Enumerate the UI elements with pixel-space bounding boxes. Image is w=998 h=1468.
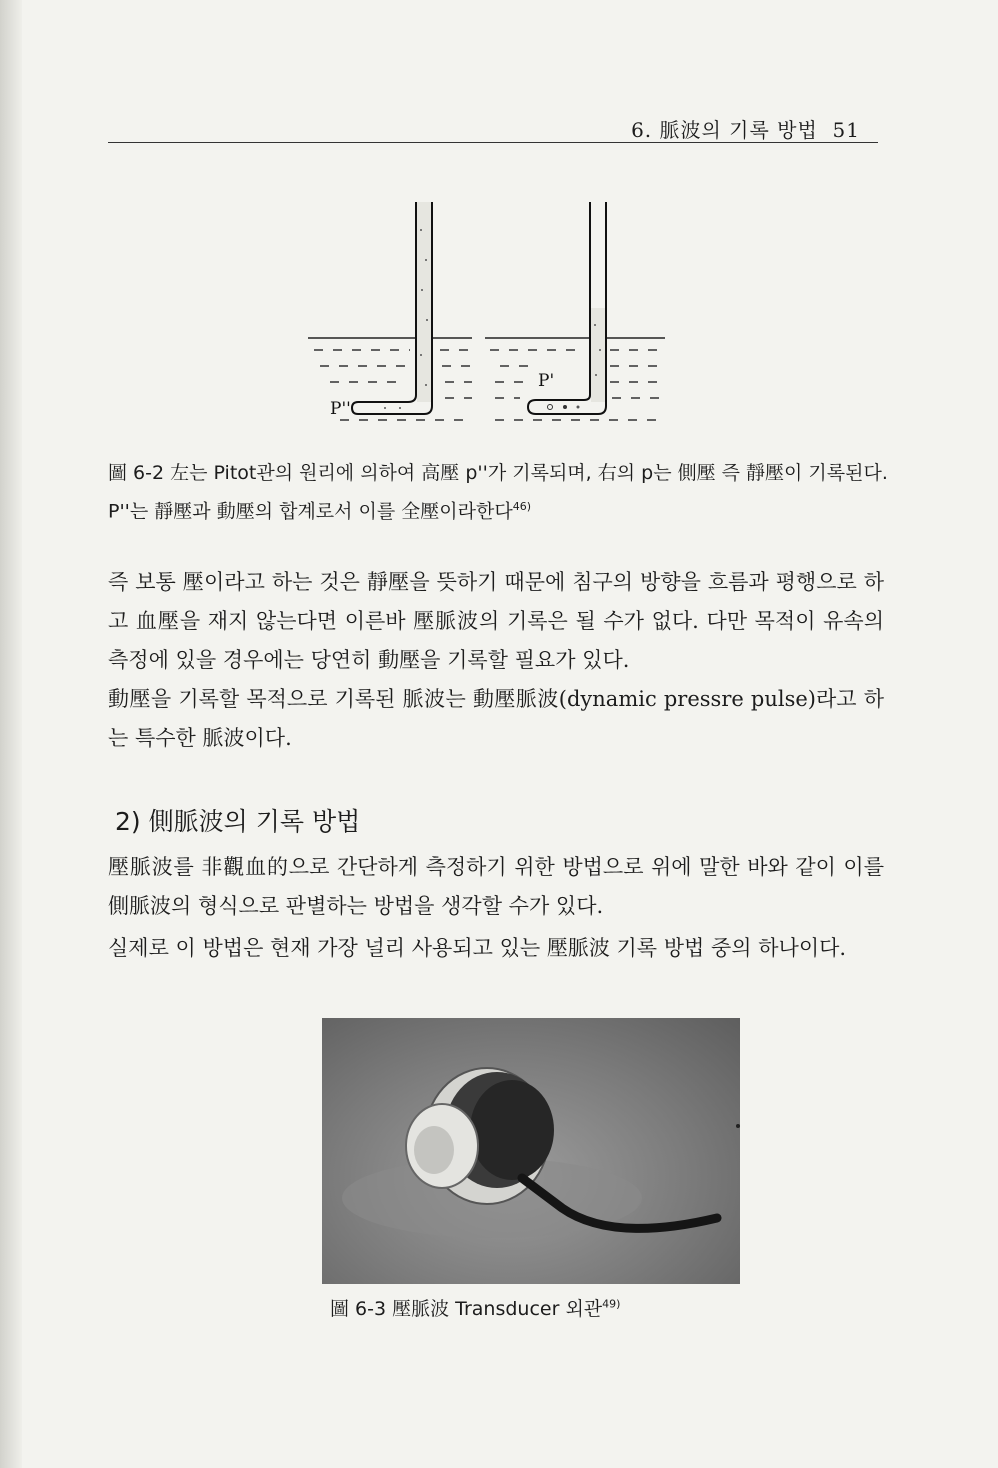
right-pressure-label: P' — [538, 371, 555, 391]
left-pressure-label: P'' — [330, 399, 351, 419]
transducer-photo — [322, 1018, 740, 1284]
figure-6-3-caption-text: 圖 6-3 壓脈波 Transducer 외관 — [330, 1298, 603, 1320]
header-text — [631, 114, 860, 143]
left-tube-fluid — [417, 202, 431, 402]
transducer-illustration — [322, 1018, 740, 1284]
print-speck — [736, 1124, 740, 1128]
right-tube-fluid — [591, 308, 605, 402]
pitot-tube-diagram — [300, 190, 680, 440]
paragraph-noninvasive-method: 壓脈波를 非觀血的으로 간단하게 측정하기 위한 방법으로 위에 말한 바와 같이 이를 側脈波의 형식으로 판별하는 방법을 생각할 수가 있다. — [108, 855, 884, 918]
paragraph-dynamic-pulse: 動壓을 기록할 목적으로 기록된 脈波는 動壓脈波(dynamic pressre pulse)라고 하는 특수한 脈波이다. — [108, 687, 884, 750]
page-binding-edge — [0, 0, 22, 1468]
page-number: 51 — [832, 118, 860, 142]
water-dashes — [314, 350, 665, 420]
figure-6-3-reference: 49) — [602, 1297, 621, 1311]
figure-6-3-caption — [330, 1294, 750, 1321]
paragraph-static-pressure: 즉 보통 壓이라고 하는 것은 靜壓을 뜻하기 때문에 침구의 방향을 흐름과 평행으로 하고 血壓을 재지 않는다면 이른바 壓脈波의 기록은 될 수가 없다. 다만 목적이 유속의 측정에 있을 경우에는 당연히 動壓을 기록할 필요가 있다. — [108, 570, 884, 672]
running-header — [108, 108, 878, 143]
section-heading: 2) 側脈波의 기록 방법 — [115, 807, 361, 836]
figure-6-2-caption-text: 圖 6-2 左는 Pitot관의 원리에 의하여 高壓 p''가 기록되며, 右의 p는 側壓 즉 靜壓이 기록된다. P''는 靜壓과 動壓의 합계로서 이를 全壓이라한다 — [108, 462, 888, 523]
figure-6-2-caption — [108, 456, 888, 528]
figure-6-2-reference: 46) — [512, 500, 532, 513]
paragraph-common-method: 실제로 이 방법은 현재 가장 널리 사용되고 있는 壓脈波 기록 방법 중의 하나이다. — [108, 936, 847, 960]
running-title: 6. 脈波의 기록 방법 — [631, 118, 818, 142]
